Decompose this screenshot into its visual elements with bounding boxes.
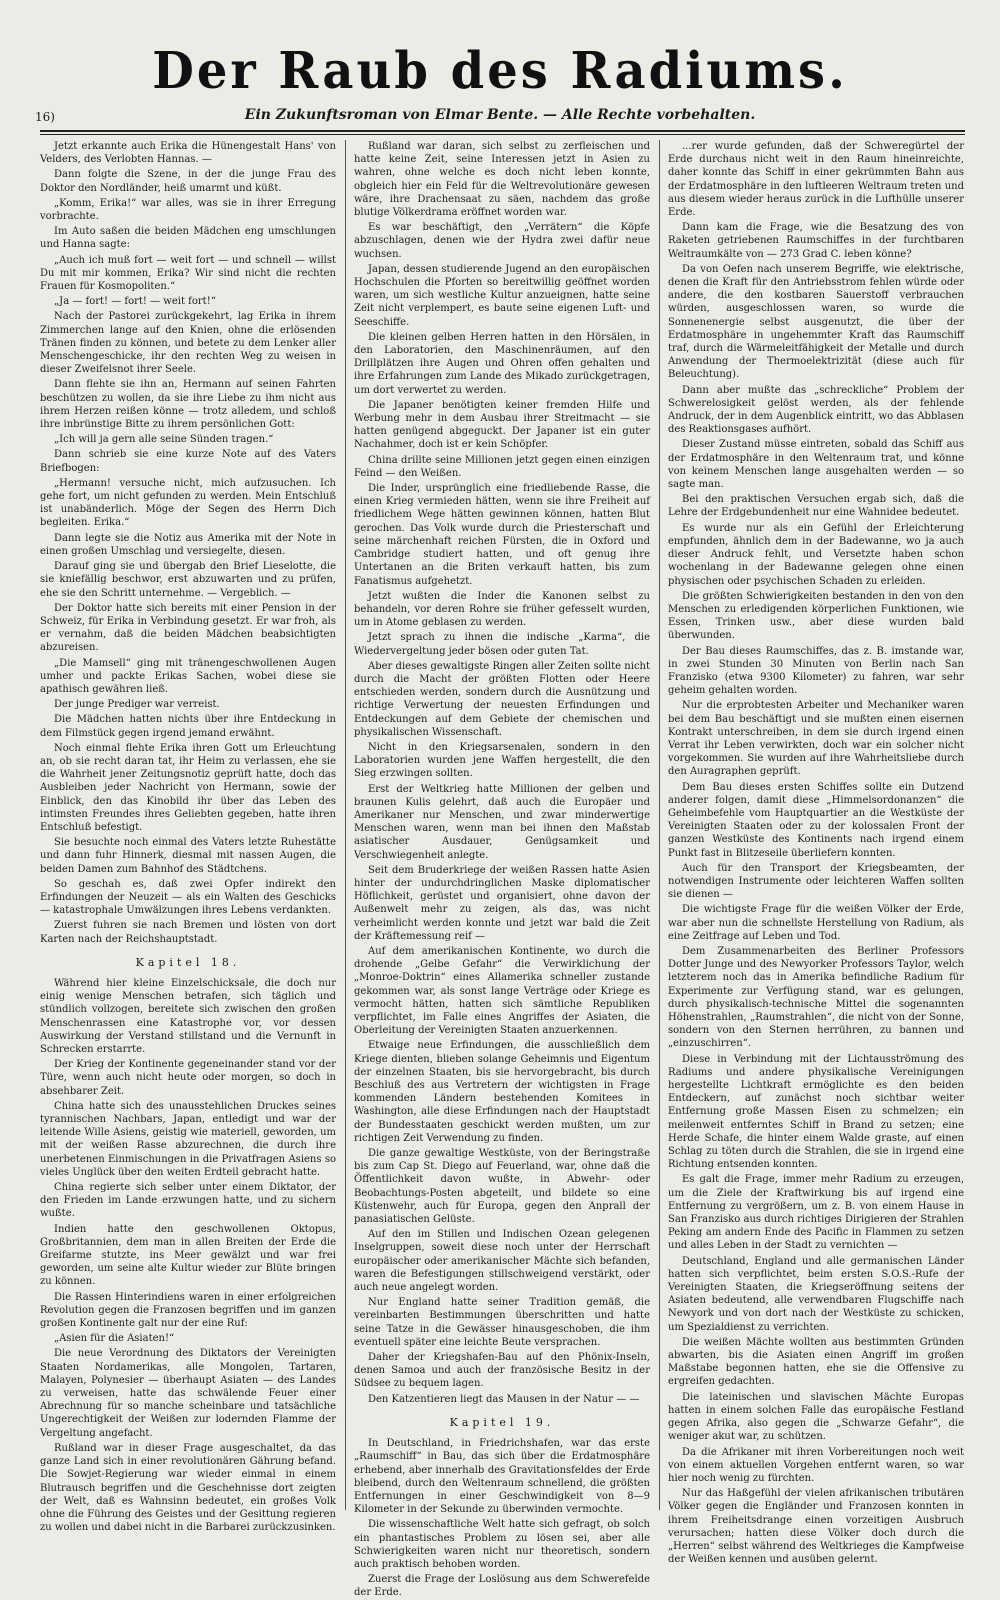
column-1 xyxy=(40,140,336,1534)
paragraph: Nur England hatte seiner Tradition gemäß, die vereinbarten Bestimmungen überschritten und hatte seine Tatze in die Gewässer hinausgeschoben, die ihm eventuell später eine leichte Beute versprachen. xyxy=(354,1297,650,1348)
paragraph: Es wurde nur als ein Gefühl der Erleichterung empfunden, ähnlich dem in der Badewanne, wo ja auch dieser Andruck fehlt, und Versetzte haben schon wochenlang in der Badewanne gelegen ohne einen physischen oder psychischen Schaden zu erleiden. xyxy=(668,522,964,587)
paragraph: Dann schrieb sie eine kurze Note auf des Vaters Briefbogen: xyxy=(40,449,336,474)
paragraph: Jetzt sprach zu ihnen die indische „Karma“, die Wiedervergeltung jeder bösen oder guten Tat. xyxy=(354,632,650,657)
paragraph: Dem Zusammenarbeiten des Berliner Professors Dotter Junge und des Newyorker Professors Taylor, welch letzterem noch das in Amerika befindliche Radium für Experimente zur Verfügung stand, war es gelungen, durch physikalisch-technische Mittel die sogenannten Höhenstrahlen, „Raumstrahlen“, die nicht von der Sonne, sondern von den Sternen herrühren, zu bannen und „einzuschirren“. xyxy=(668,945,964,1050)
paragraph: „Auch ich muß fort — weit fort — und schnell — willst Du mit mir kommen, Erika? Wir sind nicht die rechten Frauen für Kosmopoliten.“ xyxy=(40,254,336,293)
paragraph: Der Bau dieses Raumschiffes, das z. B. imstande war, in zwei Stunden 30 Minuten von Berlin nach San Franzisko (etwa 9300 Kilometer) zu fahren, war sehr geheim gehalten worden. xyxy=(668,645,964,697)
paragraph: Dann flehte sie ihn an, Hermann auf seinen Fahrten beschützen zu wollen, da sie ihre Liebe zu ihm nicht aus ihrem Herzen reißen könne — trotz alledem, und schloß ihre inbrünstige Bitte zu ihrem persönlichen Gott: xyxy=(40,379,336,431)
paragraph: Erst der Weltkrieg hatte Millionen der gelben und braunen Kulis gelehrt, daß auch die Europäer und Amerikaner nur Menschen, und zwar minderwertige Menschen waren, wenn man bei ihnen den Maßstab asiatischer Ausdauer, Genügsamkeit und Verschwiegenheit anlegte. xyxy=(354,783,650,861)
paragraph: Die größten Schwierigkeiten bestanden in den von den Menschen zu erledigenden körperlichen Funktionen, wie Essen, Trinken usw., aber diese wurden bald überwunden. xyxy=(668,590,964,642)
paragraph: Dann folgte die Szene, in der die junge Frau des Doktor den Nordländer, heiß umarmt und küßt. xyxy=(40,169,336,194)
chapter-heading: Kapitel 19. xyxy=(449,1415,555,1429)
paragraph: Aber dieses gewaltigste Ringen aller Zeiten sollte nicht durch die Macht der größten Flotten oder Heere entschieden werden, sondern durch die Ausnützung und richtige Verwertung der neuesten Erfindungen und Entdeckungen auf dem Gebiete der chemischen und physikalischen Wissenschaft. xyxy=(354,660,650,738)
paragraph: Während hier kleine Einzelschicksale, die doch nur einig wenige Menschen betrafen, sich täglich und stündlich vollzogen, bereitete sich zwischen den großen Menschenrassen eine Katastrophe vor, vor dessen Auswirkung der Verstand stillstand und die Vernunft in Schrecken erstarrte. xyxy=(40,977,336,1055)
paragraph: Die ganze gewaltige Westküste, von der Beringstraße bis zum Cap St. Diego auf Feuerland, war, ohne daß die Öffentlichkeit davon wußte, in Abwehr- oder Beobachtungs-Posten abgeteilt, und bildete so eine Küstenwehr, auch für Europa, gegen den Anprall der panasiatischen Gelüste. xyxy=(354,1148,650,1226)
paragraph: Rußland war in dieser Frage ausgeschaltet, da das ganze Land sich in einer revolutionären Gährung befand. Die Sowjet-Regierung war wieder einmal in einem Blutrausch begriffen und die Geschehnisse dort zeigten der Welt, daß es Wahnsinn bedeutet, ein großes Volk ohne die Führung des Geistes und der Gesittung regieren zu wollen und dabei nicht in die Barbarei zurückzusinken. xyxy=(40,1442,336,1534)
paragraph: Auf den im Stillen und Indischen Ozean gelegenen Inselgruppen, soweit diese noch unter der Herrschaft europäischer oder amerikanischer Mächte sich befanden, waren die Befestigungen stillschweigend verstärkt, oder auch neue angelegt worden. xyxy=(354,1229,650,1294)
paragraph: Da von Oefen nach unserem Begriffe, wie elektrische, denen die Kraft für den Antriebsstrom fehlen würde oder andere, die den kostbaren Sauerstoff verbrauchen würden, ausgeschlossen waren, so wurde die Sonnenenergie selbst ausgenutzt, die über der Erdatmosphäre in ungehemmter Kraft das Raumschiff traf, durch die Wärmeleitfähigkeit der Metalle und durch Anwendung der Thermoelektrizität (diese auch für Beleuchtung). xyxy=(668,263,964,381)
paragraph: Die wissenschaftliche Welt hatte sich gefragt, ob solch ein phantastisches Problem zu lösen sei, aber alle Schwierigkeiten waren nicht nur theoretisch, sondern auch praktisch behoben worden. xyxy=(354,1519,650,1570)
column-divider-1 xyxy=(345,140,346,1510)
paragraph: China drillte seine Millionen jetzt gegen einen einzigen Feind — den Weißen. xyxy=(354,454,650,479)
paragraph: Auf dem amerikanischen Kontinente, wo durch die drohende „Gelbe Gefahr“ die Verwirklichung der „Monroe-Doktrin“ eines Allamerika schneller zustande gekommen war, als sonst lange Verträge oder Kriege es vermocht hätten, hatten sich sämtliche Republiken verpflichtet, im Falle eines Angriffes der Asiaten, die Oberleitung der Vereinigten Staaten anzuerkennen. xyxy=(354,945,650,1037)
paragraph: Der junge Prediger war verreist. xyxy=(54,699,220,711)
paragraph: Auch für den Transport der Kriegsbeamten, der notwendigen Instrumente oder leichteren Waffen sollten sie dienen — xyxy=(668,862,964,901)
chapter-heading: Kapitel 18. xyxy=(135,955,241,969)
paragraph: Japan, dessen studierende Jugend an den europäischen Hochschulen die Pforten so bereitwillig geöffnet worden waren, um sich westliche Kultur anzueignen, hatte seine Zeit nicht verplempert, es baute seine eigenen Luft- und Seeschiffe. xyxy=(354,263,650,328)
paragraph: Da die Afrikaner mit ihren Vorbereitungen noch weit von einem aktuellen Vorgehen entfernt waren, so war hier noch wenig zu fürchten. xyxy=(668,1446,964,1484)
paragraph: Nach der Pastorei zurückgekehrt, lag Erika in ihrem Zimmerchen lange auf den Knien, ohne die erlösenden Tränen finden zu können, und betete zu dem Lenker aller Menschengeschicke, ihr den rechten Weg zu weisen in dieser Zweifelsnot ihrer Seele. xyxy=(40,311,336,376)
paragraph: Den Katzentieren liegt das Mausen in der Natur — — xyxy=(368,1393,640,1405)
paragraph: „Komm, Erika!“ war alles, was sie in ihrer Erregung vorbrachte. xyxy=(40,197,336,223)
paragraph: Die Japaner benötigten keiner fremden Hilfe und Werbung mehr in dem Ausbau ihrer Streitmacht — sie hatten genügend abgeguckt. Der Japaner ist ein guter Nachahmer, doch ist er kein Schöpfer. xyxy=(354,399,650,451)
page-subtitle: Ein Zukunftsroman von Elmar Bente. — Alle Rechte vorbehalten. xyxy=(244,107,756,123)
paragraph: Es galt die Frage, immer mehr Radium zu erzeugen, um die Ziele der Kraftwirkung bis auf irgend eine Entfernung zu vergrößern, um z. B. von einem Hause in San Franzisko aus durch richtiges Dirigieren der Strahlen Peking am andern Ende des Pacific in Flammen zu setzen und alles Leben in der Stadt zu vernichten — xyxy=(668,1174,964,1252)
paragraph: Sie besuchte noch einmal des Vaters letzte Ruhestätte und dann fuhr Hinnerk, diesmal mit nassen Augen, die beiden Damen zum Bahnhof des Städtchens. xyxy=(40,837,336,875)
paragraph: Darauf ging sie und übergab den Brief Lieselotte, die sie kniefällig beschwor, erst abzuwarten und zu prüfen, ehe sie den Schritt unternehme. — Vergeblich. — xyxy=(40,561,336,599)
paragraph: Dann kam die Frage, wie die Besatzung des von Raketen getriebenen Raumschiffes in der furchtbaren Weltraumkälte von — 273 Grad C. leben könne? xyxy=(668,222,964,260)
paragraph: Dem Bau dieses ersten Schiffes sollte ein Dutzend anderer folgen, damit diese „Himmelsordonanzen“ die Geheimbefehle vom Hauptquartier an die Westküste der Vereinigten Staaten oder zu der kolossalen Front der ganzen Westküste des Kontinents nach irgend einem Punkt fast in Blitzeseile überliefern konnten. xyxy=(668,781,964,859)
paragraph: „Asien für die Asiaten!“ xyxy=(54,1333,175,1345)
paragraph: Zuerst die Frage der Loslösung aus dem Schwerefelde der Erde. xyxy=(354,1574,650,1599)
header-rule-top xyxy=(40,130,965,132)
paragraph: Nur die erprobtesten Arbeiter und Mechaniker waren bei dem Bau beschäftigt und sie mußten einen eisernen Kontrakt unterschreiben, in dem sie durch irgend einen Verrat ihr Leben verwirkten, doch war ein solcher nicht vorgekommen. Sie wurden auf ihre Wahrheitsliebe durch den Auragraphen geprüft. xyxy=(668,700,964,778)
paragraph: „Ja — fort! — fort! — weit fort!“ xyxy=(54,296,216,308)
paragraph: Seit dem Bruderkriege der weißen Rassen hatte Asien hinter der undurchdringlichen Maske diplomatischer Höflichkeit, gerüstet und organisiert, ohne davon der Außenwelt mehr zu zeigen, als das, was nicht verheimlicht werden konnte und jetzt war bald die Zeit der Kräftemessung reif — xyxy=(354,864,650,942)
paragraph: So geschah es, daß zwei Opfer indirekt den Erfindungen der Neuzeit — als ein Walten des Geschicks — katastrophale Umwälzungen ihres Lebens verdankten. xyxy=(40,878,336,917)
paragraph: Noch einmal flehte Erika ihren Gott um Erleuchtung an, ob sie recht daran tat, ihr Heim zu verlassen, ehe sie die Wahrheit jener Zeitungsnotiz geprüft hatte, doch das Ausbleiben jeder Nachricht von Hermann, sowie der Einblick, den das Kinobild ihr über das Leben des intimsten Freundes ihres Geliebten gegeben, hatte ihren Entschluß befestigt. xyxy=(40,742,336,833)
column-divider-2 xyxy=(659,140,660,1510)
paragraph: Jetzt erkannte auch Erika die Hünengestalt Hans' von Velders, des Verlobten Hannas. — xyxy=(40,141,336,166)
paragraph: Indien hatte den geschwollenen Oktopus, Großbritannien, dem man in allen Breiten der Erde die Greifarme stutzte, ins Meer gewälzt und war frei geworden, um seine alte Kultur wieder zur Blüte bringen zu können. xyxy=(40,1223,336,1288)
paragraph: Der Doktor hatte sich bereits mit einer Pension in der Schweiz, für Erika in Verbindung gesetzt. Er war froh, als er vernahm, daß die beiden Mädchen beabsichtigten abzureisen. xyxy=(40,602,336,654)
page-title: Der Raub des Radiums. xyxy=(152,41,848,101)
paragraph: „Ich will ja gern alle seine Sünden tragen.“ xyxy=(54,434,274,446)
paragraph: Diese in Verbindung mit der Lichtausströmung des Radiums und andere physikalische Vereinigungen hergestellte Lichtkraft ermöglichte es den beiden Entdeckern, auf zunächst noch sichtbar weiter Entfernung große Massen Eisen zu schmelzen; ein meilenweit entferntes Schiff in Brand zu setzen; eine Herde Schafe, die hinter einem Walde graste, auf einen Schlag zu töten durch die Strahlen, die sie in irgend eine Richtung entsenden konnten. xyxy=(668,1053,964,1171)
paragraph: Dieser Zustand müsse eintreten, sobald das Schiff aus der Erdatmosphäre in den Weltenraum trat, und könne von keinem Menschen lange ausgehalten werden — so sagte man. xyxy=(668,439,964,491)
article-columns xyxy=(40,140,965,1599)
paragraph: Die Rassen Hinterindiens waren in einer erfolgreichen Revolution gegen die Franzosen begriffen und im ganzen großen Kontinente galt nur der eine Ruf: xyxy=(40,1291,336,1330)
paragraph: Etwaige neue Erfindungen, die ausschließlich dem Kriege dienten, blieben solange Geheimnis und Eigentum der einzelnen Staaten, bis sie hervorgebracht, bis durch Beschluß des aus Vertretern der wichtigsten in Frage kommenden Ländern bestehenden Komitees in Washington, alle diese Erfindungen nach der Hauptstadt der Bundesstaaten geschickt werden mußten, um zur richtigen Zeit Verwendung zu finden. xyxy=(354,1040,650,1144)
paragraph: Die Inder, ursprünglich eine friedliebende Rasse, die einen Krieg vermieden hätten, wenn sie ihre Freiheit auf friedlichem Wege hätten gewinnen können, hatten Blut gerochen. Das Volk wurde durch die Priesterschaft und seine märchenhaft reichen Fürsten, die in Oxford und Cambridge studiert hatten, und oft genug ihre Untertanen an die Briten verkauft hatten, bis zum Fanatismus aufgehetzt. xyxy=(354,483,650,587)
page-number: 16) xyxy=(35,110,55,124)
paragraph: Die neue Verordnung des Diktators der Vereinigten Staaten Nordamerikas, alle Mongolen, Tartaren, Malayen, Polynesier — überhaupt Asiaten — des Landes zu verweisen, hatte das schwälende Feuer einer Abrechnung für so manche scheinbare und tatsächliche Ungerechtigkeit der Weißen zur lodernden Flamme der Vergeltung angefacht. xyxy=(40,1348,336,1439)
paragraph: Die kleinen gelben Herren hatten in den Hörsälen, in den Laboratorien, den Maschinenräumen, auf den Drillplätzen ihre Augen und Ohren offen gehalten und ihre Erfahrungen zum Lande des Mikado zurückgetragen, um dort verwertet zu werden. xyxy=(354,331,650,396)
paragraph: Nur das Haßgefühl der vielen afrikanischen tributären Völker gegen die Engländer und Franzosen konnten in ihrem Freiheitsdrange einen vorzeitigen Ausbruch verursachen; hatten diese Völker doch durch die „Herren“ selbst während des Weltkrieges die Kampfweise der Weißen kennen und ausüben gelernt. xyxy=(668,1488,964,1566)
paragraph: Rußland war daran, sich selbst zu zerfleischen und hatte keine Zeit, seine Interessen jetzt in Asien zu wahren, ohne welche es doch nicht leben konnte, obgleich hier ein Feld für die Weltrevolutionäre gewesen wäre, ihre Drachensaat zu säen, nachdem das große blutige Völkerdrama eröffnet worden war. xyxy=(354,141,650,219)
paragraph: Daher der Kriegshafen-Bau auf den Phönix-Inseln, denen Samoa und auch der französische Besitz in der Südsee zu bequem lagen. xyxy=(354,1352,650,1390)
paragraph: Zuerst fuhren sie nach Bremen und lösten von dort Karten nach der Reichshauptstadt. xyxy=(40,920,336,945)
paragraph: China hatte sich des unausstehlichen Druckes seines tyrannischen Nachbars, Japan, entledigt und war der leitende Wille Asiens, geistig wie materiell, geworden, um mit der weißen Rasse abzurechnen, die durch ihre unerbetenen Einmischungen in die Privatfragen Asiens so vieles Unglück über den weiten Erdteil gebracht hatte. xyxy=(40,1100,336,1178)
paragraph: Deutschland, England und alle germanischen Länder hatten sich verpflichtet, beim ersten S.O.S.-Rufe der Vereinigten Staaten, die Kriegseröffnung seitens der Asiaten bedeutend, alle verwendbaren Flugschiffe nach Newyork und von dort nach der Westküste zu schicken, um Spezialdienst zu verrichten. xyxy=(668,1255,964,1333)
column-3 xyxy=(668,140,964,1566)
paragraph: Im Auto saßen die beiden Mädchen eng umschlungen und Hanna sagte: xyxy=(40,226,336,251)
paragraph: „Die Mamsell“ ging mit tränengeschwollenen Augen umher und packte Erikas Sachen, wobei diese sie apathisch gewähren ließ. xyxy=(40,657,336,695)
paragraph: In Deutschland, in Friedrichshafen, war das erste „Raumschiff“ in Bau, das sich über die Erdatmosphäre erhebend, aber innerhalb des Gravitationsfeldes der Erde bleibend, durch den Weltenraum schnellend, die größten Entfernungen in einer Geschwindigkeit von 8—9 Kilometer in der Sekunde zu überwinden vermochte. xyxy=(354,1438,650,1516)
paragraph: China regierte sich selber unter einem Diktator, der den Frieden im Lande erzwungen hatte, und zu sichern wußte. xyxy=(40,1182,336,1220)
paragraph: Dann aber mußte das „schreckliche“ Problem der Schwerelosigkeit gelöst werden, als der fehlende Andruck, der in dem Augenblick eintritt, wo das Abblasen des Reaktionsgases aufhört. xyxy=(668,384,964,436)
masthead xyxy=(0,40,1000,102)
header-rule-bottom xyxy=(40,134,965,135)
subtitle-row xyxy=(0,104,1000,128)
paragraph: Dann legte sie die Notiz aus Amerika mit der Note in einen großen Umschlag und versiegelte, diesen. xyxy=(40,532,336,557)
paragraph: Die weißen Mächte wollten aus bestimmten Gründen abwarten, bis die Asiaten einen Angriff im großen Maßstabe begonnen hatten, ehe sie die Offensive zu ergreifen gedachten. xyxy=(668,1336,964,1388)
paragraph: Nicht in den Kriegsarsenalen, sondern in den Laboratorien wurden jene Waffen hergestellt, die den Sieg erzwingen sollten. xyxy=(354,741,650,780)
paragraph: „Hermann! versuche nicht, mich aufzusuchen. Ich gehe fort, um nicht gefunden zu werden. Mein Entschluß ist unabänderlich. Möge der Segen des Herrn Dich begleiten. Erika.“ xyxy=(40,477,336,529)
paragraph: Die wichtigste Frage für die weißen Völker der Erde, war aber nun die schnellste Herstellung von Radium, als eine Zeitfrage auf Leben und Tod. xyxy=(668,904,964,942)
paragraph: Bei den praktischen Versuchen ergab sich, daß die Lehre der Erdgebundenheit nur eine Wahnidee bedeutet. xyxy=(668,494,964,519)
paragraph: Die lateinischen und slavischen Mächte Europas hatten in einem solchen Falle das europäische Festland gegen Afrika, also gegen die „Schwarze Gefahr“, die weniger akut war, zu schützen. xyxy=(668,1391,964,1443)
paragraph: Der Krieg der Kontinente gegeneinander stand vor der Türe, wenn auch nicht heute oder morgen, so doch in absehbarer Zeit. xyxy=(40,1059,336,1097)
paragraph: Jetzt wußten die Inder die Kanonen selbst zu behandeln, vor deren Rohre sie früher gefesselt wurden, um in Atome geblasen zu werden. xyxy=(354,590,650,629)
paragraph: Es war beschäftigt, den „Verrätern“ die Köpfe abzuschlagen, denen wie der Hydra zwei dafür neue wuchsen. xyxy=(354,222,650,260)
column-2 xyxy=(354,140,650,1599)
paragraph: Die Mädchen hatten nichts über ihre Entdeckung in dem Filmstück gegen irgend jemand erwähnt. xyxy=(40,714,336,739)
paragraph: ...rer wurde gefunden, daß der Schweregürtel der Erde durchaus nicht weit in den Raum hineinreichte, daher konnte das Schiff in einer gekrümmten Bahn aus der Erdatmosphäre in den luftleeren Weltraum treten und aus diesem wieder heraus zurück in die Lufthülle unserer Erde. xyxy=(668,141,964,219)
